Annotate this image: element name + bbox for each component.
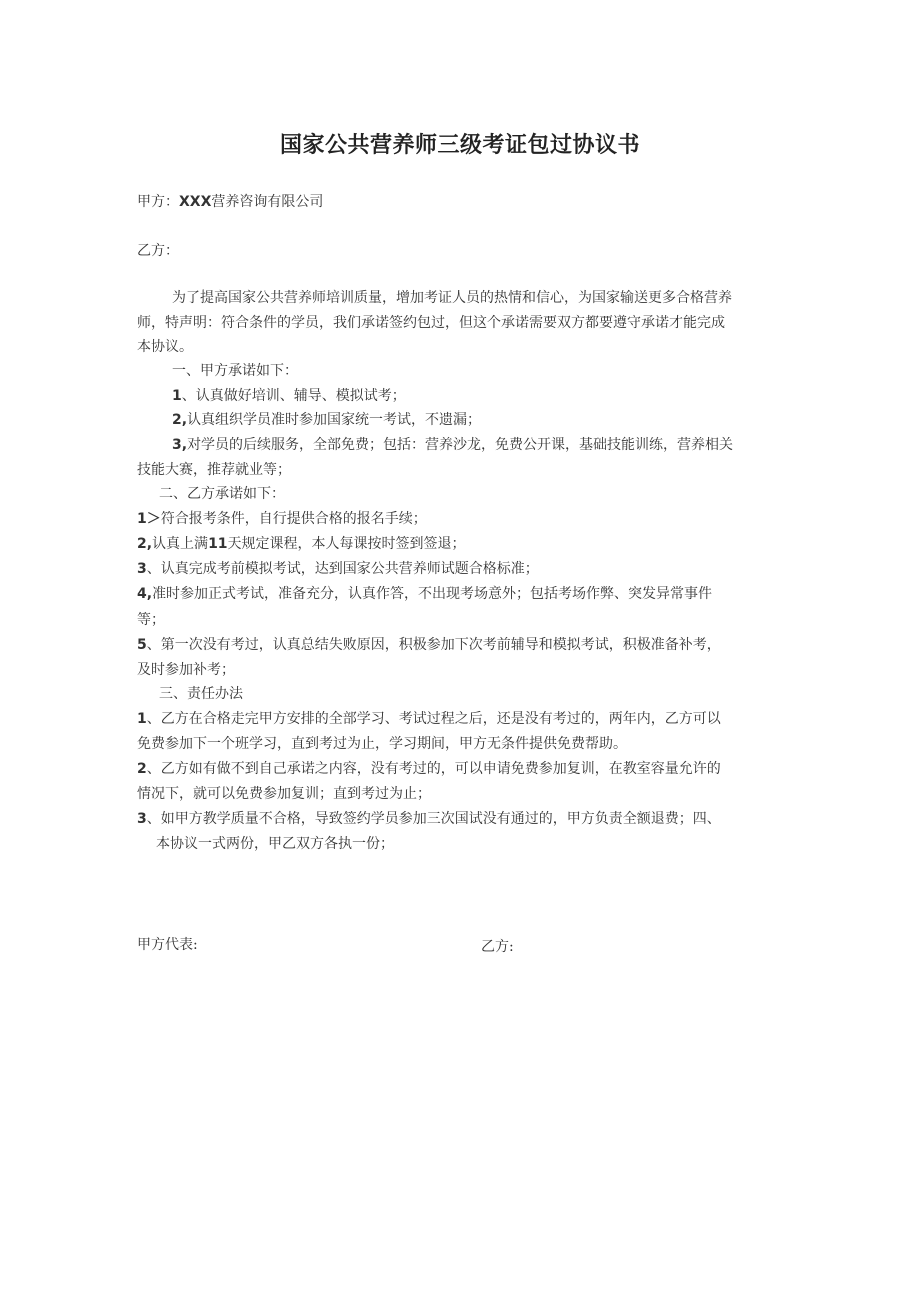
party-a-name-bold: XXX [179,194,212,210]
section3-item-2-continued: 情况下，就可以免费参加复训；直到考过为止； [137,786,431,802]
section3-item-3-number: 3 [137,811,147,827]
section2-item-4-number: 4, [137,586,153,602]
section2-item-3-text: 、认真完成考前模拟考试，达到国家公共营养师试题合格标准； [146,561,539,577]
signature-party-b: 乙方: [481,939,514,955]
section1-item-2 [172,410,481,430]
section2-item-5 [137,635,721,655]
section3-item-2-text: 、乙方如有做不到自己承诺之内容，没有考过的，可以申请免费参加复训，在教室容量允许的 [146,761,721,777]
section2-item-2-text-a: 认真上满 [152,536,209,552]
section2-item-2 [137,534,466,554]
section1-item-3-number: 3, [172,437,188,453]
signature-party-a-representative: 甲方代表: [137,937,198,953]
intro-line-2: 师，特声明：符合条件的学员，我们承诺签约包过，但这个承诺需要双方都要遵守承诺才能完成 [137,315,725,331]
section2-item-4 [137,584,712,604]
section1-heading: 一、甲方承诺如下： [172,363,298,379]
section3-item-1 [137,709,721,729]
section2-item-5-continued: 及时参加补考； [137,662,235,678]
section3-item-1-text: 、乙方在合格走完甲方安排的全部学习、考试过程之后，还是没有考过的，两年内，乙方可以 [146,711,721,727]
intro-line-1: 为了提高国家公共营养师培训质量，增加考证人员的热情和信心，为国家输送更多合格营养 [172,290,732,306]
section3-item-2 [137,759,721,779]
party-b-line [137,241,179,261]
section1-item-2-number: 2, [172,412,188,428]
section2-item-5-number: 5 [137,637,147,653]
section3-item-3 [137,809,721,829]
section3-item-1-continued: 免费参加下一个班学习，直到考过为止，学习期间，甲方无条件提供免费帮助。 [137,736,627,752]
document-title: 国家公共营养师三级考证包过协议书 [279,133,640,158]
section2-item-3 [137,559,539,579]
section3-item-2-number: 2 [137,761,147,777]
intro-line-3: 本协议。 [137,339,193,355]
section2-item-2-days: 11 [208,536,228,552]
section2-heading: 二、乙方承诺如下： [159,486,285,502]
section2-item-4-continued: 等； [137,612,165,628]
section2-item-1 [137,509,427,529]
section2-item-2-number: 2, [137,536,153,552]
section2-item-4-text: 准时参加正式考试，准备充分，认真作答，不出现考场意外；包括考场作弊、突发异常事件 [152,586,713,602]
section2-item-3-number: 3 [137,561,147,577]
section2-item-2-text-b: 天规定课程，本人每课按时签到签退； [227,536,466,552]
party-a-label: 甲方： [137,194,179,210]
section1-item-3-continued: 技能大赛，推荐就业等； [137,462,291,478]
party-a-name-rest: 营养咨询有限公司 [211,194,324,210]
section2-item-1-number: 1＞ [137,511,161,527]
section1-item-1-number: 1 [172,388,182,404]
party-b-label: 乙方： [137,243,179,259]
section2-item-5-text: 、第一次没有考过，认真总结失败原因，积极参加下次考前辅导和模拟考试，积极准备补考， [146,637,721,653]
party-a-line [137,192,323,212]
section3-item-1-number: 1 [137,711,147,727]
section1-item-1-text: 、认真做好培训、辅导、模拟试考； [181,388,406,404]
section1-item-1 [172,386,406,406]
section1-item-2-text: 认真组织学员准时参加国家统一考试，不遗漏； [187,412,482,428]
section1-item-3 [172,435,733,455]
section1-item-3-text: 对学员的后续服务，全部免费；包括：营养沙龙，免费公开课，基础技能训练，营养相关 [187,437,734,453]
section2-item-1-text: 符合报考条件，自行提供合格的报名手续； [160,511,427,527]
section3-item-3-continued: 本协议一式两份，甲乙双方各执一份； [156,836,394,852]
section3-item-3-text: 、如甲方教学质量不合格，导致签约学员参加三次国试没有通过的，甲方负责全额退费；四、 [146,811,721,827]
section3-heading: 三、责任办法 [159,686,243,702]
